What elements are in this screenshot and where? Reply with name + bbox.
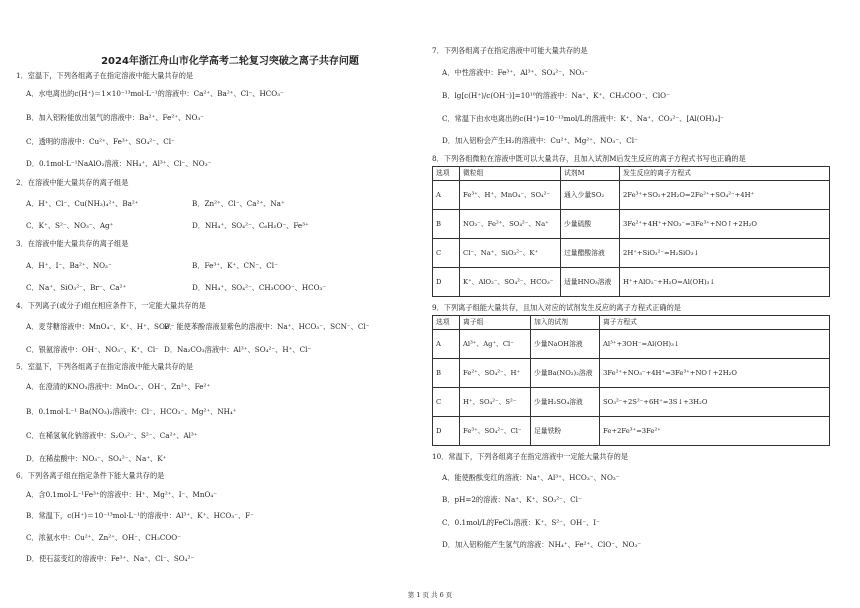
q8-row-d-reagent: 适量HNO₃溶液 bbox=[561, 268, 620, 297]
q3-option-d: D．NH₄⁺、SO₄²⁻、CH₃COO⁻、HCO₃⁻ bbox=[192, 283, 327, 292]
q2-option-d: D．NH₄⁺、SO₄²⁻、C₆H₅O⁻、Fe³⁺ bbox=[192, 221, 309, 230]
q9-row-d-equation: Fe+2Fe³⁺=3Fe²⁺ bbox=[600, 417, 830, 446]
q6-option-c: C．浓氨水中：Cu²⁺、Zn²⁺、OH⁻、CH₃COO⁻ bbox=[26, 533, 181, 542]
q6-option-a: A．含0.1mol·L⁻¹Fe³⁺的溶液中：H⁺、Mg²⁺、I⁻、MnO₄⁻ bbox=[26, 490, 218, 499]
page-footer: 第 1 页 共 6 页 bbox=[407, 591, 453, 599]
q1-option-d: D．0.1mol·L⁻¹NaAlO₂溶液：NH₄⁺、Al³⁺、Cl⁻、NO₃⁻ bbox=[26, 159, 212, 168]
q5-option-c: C．在稀氢氧化钠溶液中：S₂O₃²⁻、S²⁻、Ca²⁺、Al³⁺ bbox=[26, 431, 198, 440]
q8-row-b-equation: 3Fe²⁺+4H⁺+NO₃⁻=3Fe³⁺+NO↑+2H₂O bbox=[620, 210, 830, 239]
q9-header-option: 选项 bbox=[433, 316, 460, 330]
q8-header-reagent: 试剂M bbox=[561, 167, 620, 181]
q8-row-b-particles: NO₃⁻、Fe²⁺、SO₄²⁻、Na⁺ bbox=[460, 210, 561, 239]
q8-row-d-equation: H⁺+AlO₂⁻+H₂O=Al(OH)₃↓ bbox=[620, 268, 830, 297]
q9-row-b-ions: Fe²⁺、SO₄²⁻、H⁺ bbox=[460, 359, 531, 388]
q8-row-c-equation: 2H⁺+SiO₃²⁻=H₂SiO₃↓ bbox=[620, 239, 830, 268]
q9-row-a-equation: Al³⁺+3OH⁻=Al(OH)₃↓ bbox=[600, 330, 830, 359]
question-6: 6．下列各离子组在指定条件下能大量共存的是 bbox=[16, 471, 165, 480]
q4-option-b: B．能使苯酚溶液显紫色的溶液中：Na⁺、HCO₃⁻、SCN⁻、Cl⁻ bbox=[164, 322, 370, 331]
q8-row-d-particles: K⁺、AlO₂⁻、SO₄²⁻、HCO₃⁻ bbox=[460, 268, 561, 297]
q4-option-a: A．麦芽糖溶液中：MnO₄⁻、K⁺、H⁺、SO₄²⁻ bbox=[26, 322, 175, 331]
q8-row-a-particles: Fe³⁺、H⁺、MnO₄⁻、SO₄²⁻ bbox=[460, 181, 561, 210]
q9-table bbox=[432, 315, 830, 446]
q7-option-b: B．lg[c(H⁺)/c(OH⁻)]=10¹⁰的溶液中：Na⁺、K⁺、CH₃COO⁻、ClO⁻ bbox=[442, 91, 670, 100]
q2-option-b: B．Zn²⁺、Cl⁻、Ca²⁺、Na⁺ bbox=[192, 199, 285, 208]
q8-row-b-option: B bbox=[433, 210, 460, 239]
q9-row-c-equation: SO₃²⁻+2S²⁻+6H⁺=3S↓+3H₂O bbox=[600, 388, 830, 417]
q8-header-particles: 微粒组 bbox=[460, 167, 561, 181]
q9-row-c-option: C bbox=[433, 388, 460, 417]
table-row bbox=[433, 388, 830, 417]
q8-table-header bbox=[433, 167, 830, 181]
q5-option-b: B．0.1mol·L⁻¹ Ba(NO₃)₂溶液中：Cl⁻、HCO₃⁻、Mg²⁺、NH₄⁺ bbox=[26, 407, 237, 416]
q8-row-a-reagent: 通入少量SO₂ bbox=[561, 181, 620, 210]
table-row bbox=[433, 181, 830, 210]
q10-option-a: A．能使酚酞变红的溶液：Na⁺、Al³⁺、HCO₃⁻、NO₃⁻ bbox=[442, 473, 620, 482]
q6-option-b: B．常温下，c(H⁺)＝10⁻¹³mol·L⁻¹的溶液中：Al³⁺、K⁺、HCO₃⁻、F⁻ bbox=[26, 511, 254, 520]
question-5: 5．室温下，下列各组离子在指定溶液中能大量共存的是 bbox=[16, 362, 194, 371]
q8-header-equation: 发生反应的离子方程式 bbox=[620, 167, 830, 181]
question-1: 1．室温下，下列各组离子在指定溶液中能大量共存的是 bbox=[16, 71, 194, 80]
q9-row-d-ions: Fe³⁺、SO₄²⁻、Cl⁻ bbox=[460, 417, 531, 446]
q9-row-d-reagent: 足量铁粉 bbox=[531, 417, 600, 446]
q3-option-b: B．Fe³⁺、K⁺、CN⁻、Cl⁻ bbox=[192, 261, 278, 270]
q8-header-option: 选项 bbox=[433, 167, 460, 181]
table-row bbox=[433, 359, 830, 388]
q9-row-d-option: D bbox=[433, 417, 460, 446]
q8-table bbox=[432, 166, 830, 297]
q4-option-d: D．Na₂CO₃溶液中：Al³⁺、SO₄²⁻、H⁺、Cl⁻ bbox=[164, 345, 312, 354]
q8-row-a-equation: 2Fe³⁺+SO₂+2H₂O=2Fe²⁺+SO₄²⁻+4H⁺ bbox=[620, 181, 830, 210]
question-2: 2．在溶液中能大量共存的离子组是 bbox=[16, 178, 129, 187]
q9-row-b-equation: 3Fe²⁺+NO₃⁻+4H⁺=3Fe³⁺+NO↑+2H₂O bbox=[600, 359, 830, 388]
q6-option-d: D．使石蕊变红的溶液中：Fe³⁺、Na⁺、Cl⁻、SO₄²⁻ bbox=[26, 554, 195, 563]
q8-row-c-particles: Cl⁻、Na⁺、SiO₃²⁻、K⁺ bbox=[460, 239, 561, 268]
q8-row-a-option: A bbox=[433, 181, 460, 210]
table-row bbox=[433, 210, 830, 239]
question-4: 4．下列离子(或分子)组在相应条件下，一定能大量共存的是 bbox=[16, 301, 206, 310]
q9-table-header bbox=[433, 316, 830, 330]
q9-row-b-reagent: 少量Ba(NO₃)₂溶液 bbox=[531, 359, 600, 388]
q9-header-reagent: 加入的试剂 bbox=[531, 316, 600, 330]
q8-row-c-option: C bbox=[433, 239, 460, 268]
q3-option-a: A．H⁺、I⁻、Ba²⁺、NO₃⁻ bbox=[26, 261, 112, 270]
q9-row-c-reagent: 少量H₂SO₄溶液 bbox=[531, 388, 600, 417]
q9-header-ions: 离子组 bbox=[460, 316, 531, 330]
q5-option-a: A．在澄清的KNO₃溶液中：MnO₄⁻、OH⁻、Zn²⁺、Fe²⁺ bbox=[26, 382, 211, 391]
q2-option-a: A．H⁺、Cl⁻、Cu(NH₃)₄²⁺、Ba²⁺ bbox=[26, 199, 139, 208]
q9-row-b-option: B bbox=[433, 359, 460, 388]
q2-option-c: C．K⁺、S²⁻、NO₃⁻、Ag⁺ bbox=[26, 221, 114, 230]
q7-option-d: D．加入铝粉会产生H₂的溶液中：Cu²⁺、Mg²⁺、NO₃⁻、Cl⁻ bbox=[442, 136, 638, 145]
page-title: 2024年浙江舟山市化学高考二轮复习突破之离子共存问题 bbox=[101, 56, 359, 67]
q8-row-d-option: D bbox=[433, 268, 460, 297]
q4-option-c: C．银氨溶液中：OH⁻、NO₃⁻、K⁺、Cl⁻ bbox=[26, 345, 159, 354]
question-7: 7．下列各组离子在指定溶液中可能大量共存的是 bbox=[432, 46, 588, 55]
q9-row-c-ions: H⁺、SO₄²⁻、S²⁻ bbox=[460, 388, 531, 417]
table-row bbox=[433, 417, 830, 446]
q8-row-b-reagent: 少量硫酸 bbox=[561, 210, 620, 239]
q5-option-d: D．在稀盐酸中：NO₃⁻、SO₄²⁻、Na⁺、K⁺ bbox=[26, 454, 167, 463]
q7-option-a: A．中性溶液中：Fe³⁺、Al³⁺、SO₄²⁻、NO₃⁻ bbox=[442, 68, 588, 77]
q10-option-d: D．加入铝粉能产生氢气的溶液：NH₄⁺、Fe²⁺、ClO⁻、NO₃⁻ bbox=[442, 540, 642, 549]
question-3: 3．在溶液中能大量共存的离子组是 bbox=[16, 239, 129, 248]
q10-option-b: B．pH=2的溶液：Na⁺、K⁺、SO₃²⁻、Cl⁻ bbox=[442, 495, 582, 504]
q3-option-c: C．Na⁺、SiO₃²⁻、Br⁻、Ca²⁺ bbox=[26, 283, 127, 292]
q1-option-a: A．水电离出的c(H⁺)＝1×10⁻¹³mol·L⁻¹的溶液中：Ca²⁺、Ba²⁺、Cl⁻、HCO₃⁻ bbox=[26, 89, 284, 98]
table-row bbox=[433, 330, 830, 359]
question-8: 8．下列各组微粒在溶液中既可以大量共存，且加入试剂M后发生反应的离子方程式书写也正确的是 bbox=[432, 154, 746, 163]
q1-option-c: C．透明的溶液中：Cu²⁺、Fe³⁺、SO₄²⁻、Cl⁻ bbox=[26, 137, 175, 146]
q9-header-equation: 离子方程式 bbox=[600, 316, 830, 330]
q9-row-a-reagent: 少量NaOH溶液 bbox=[531, 330, 600, 359]
q8-row-c-reagent: 过量醋酸溶液 bbox=[561, 239, 620, 268]
question-10: 10．常温下，下列各组离子在指定溶液中一定能大量共存的是 bbox=[432, 452, 629, 461]
q10-option-c: C．0.1mol/L的FeCl₃溶液：K⁺、S²⁻、OH⁻、I⁻ bbox=[442, 518, 600, 527]
table-row bbox=[433, 268, 830, 297]
q9-row-a-ions: Al³⁺、Ag⁺、Cl⁻ bbox=[460, 330, 531, 359]
question-9: 9．下列离子组能大量共存，且加入对应的试剂发生反应的离子方程式正确的是 bbox=[432, 303, 681, 312]
q7-option-c: C．常温下由水电离出的c(H⁺)=10⁻¹³mol/L的溶液中：K⁺、Na⁺、CO₃²⁻、[Al(OH)₄]⁻ bbox=[442, 114, 724, 123]
table-row bbox=[433, 239, 830, 268]
q1-option-b: B．加入铝粉能放出氢气的溶液中：Ba²⁺、Fe²⁺、NO₃⁻ bbox=[26, 113, 205, 122]
q9-row-a-option: A bbox=[433, 330, 460, 359]
